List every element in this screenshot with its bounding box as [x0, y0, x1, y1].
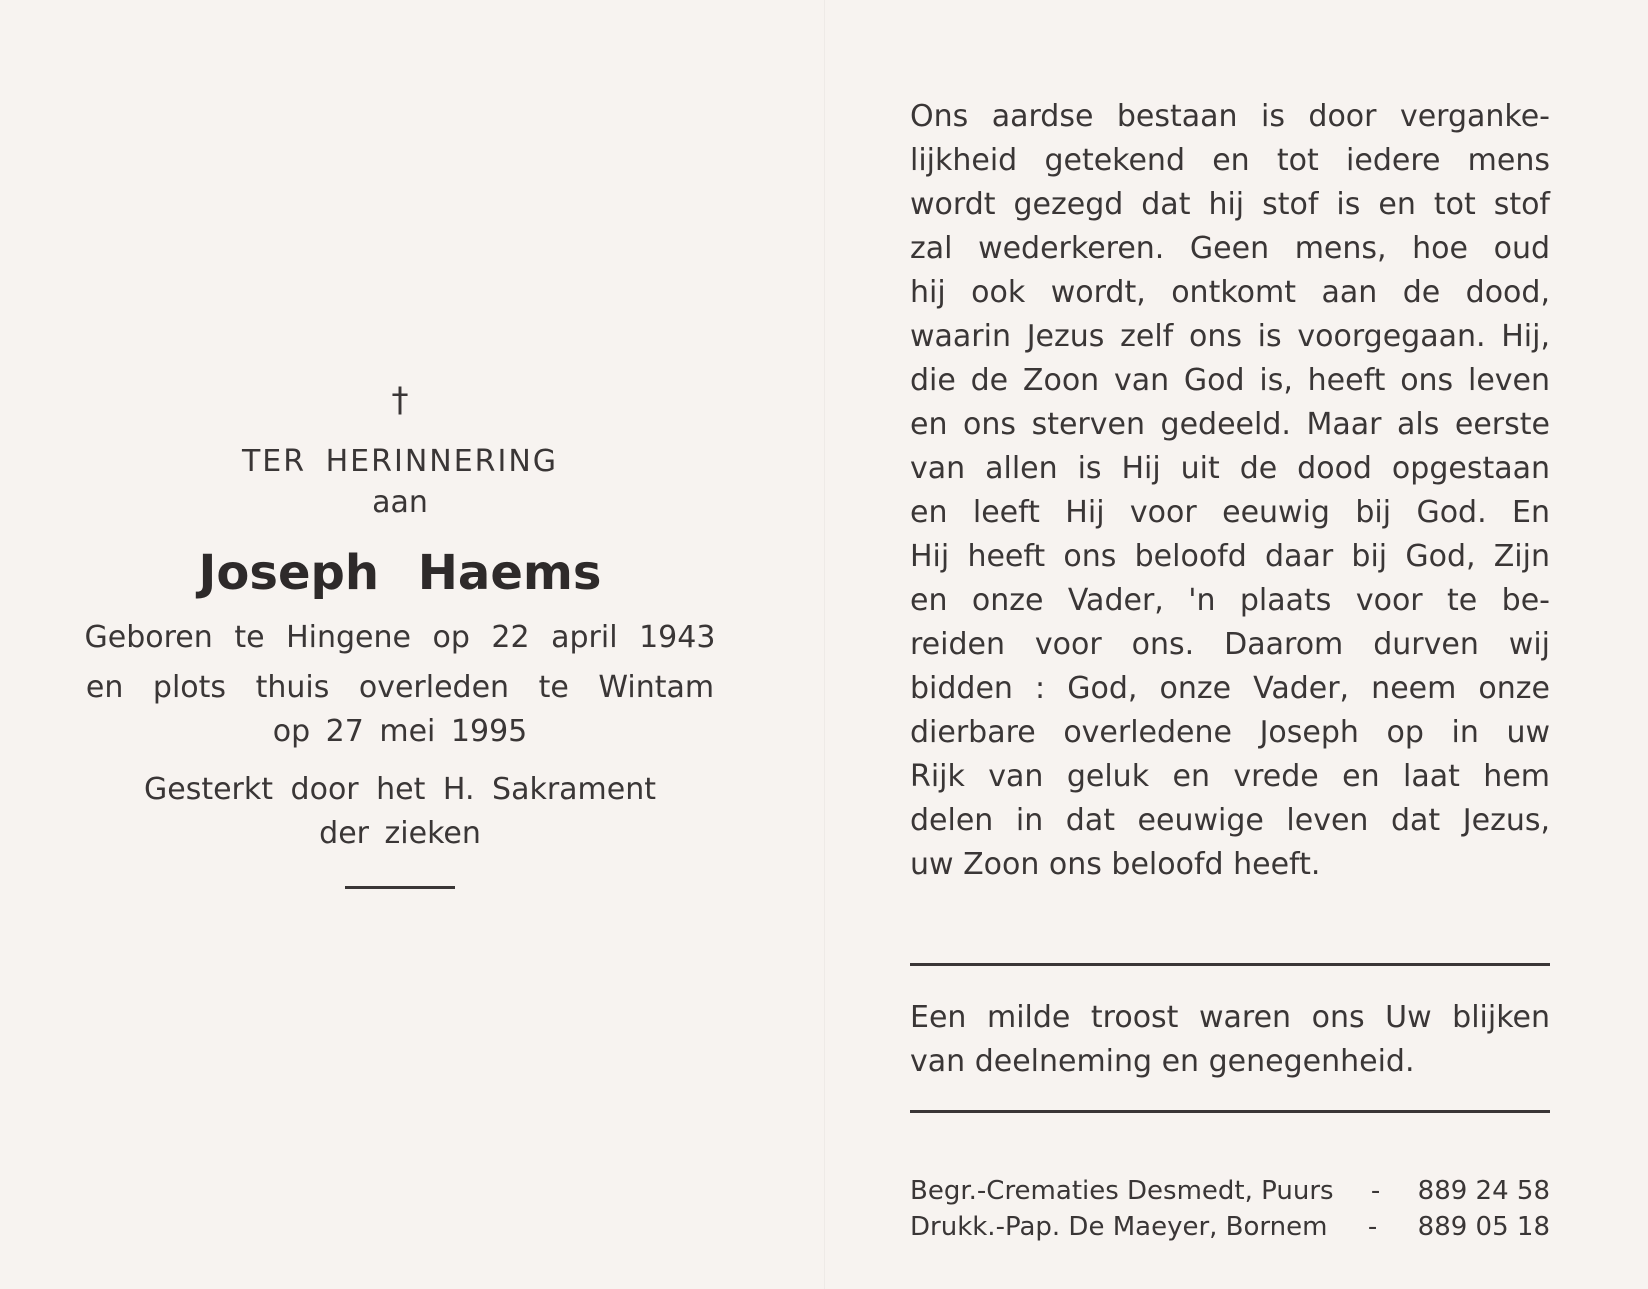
poem-line: lijkheid getekend en tot iedere mens — [910, 143, 1550, 178]
death-line-2: op 27 mei 1995 — [272, 714, 528, 749]
poem-line: Rijk van geluk en vrede en laat hem — [910, 759, 1550, 794]
credit-line — [910, 1173, 1550, 1209]
poem-line: dierbare overledene Joseph op in uw — [910, 715, 1550, 750]
card-fold — [824, 0, 825, 1289]
divider-bottom — [910, 1110, 1550, 1113]
poem-line: uw Zoon ons beloofd heeft. — [910, 847, 1321, 882]
credit-phone: 889 24 58 — [1417, 1176, 1550, 1206]
right-panel — [910, 95, 1550, 1245]
cross-symbol: † — [391, 380, 409, 420]
credit-line — [910, 1209, 1550, 1245]
death-line-1: en plots thuis overleden te Wintam — [85, 670, 715, 705]
birth-line: Geboren te Hingene op 22 april 1943 — [84, 620, 716, 655]
left-panel — [60, 380, 740, 889]
poem-line: hij ook wordt, ontkomt aan de dood, — [910, 275, 1550, 310]
poem-line: wordt gezegd dat hij stof is en tot stof — [910, 187, 1550, 222]
poem-line: en onze Vader, 'n plaats voor te be- — [910, 583, 1550, 618]
credit-name: Drukk.-Pap. De Maeyer, Bornem — [910, 1212, 1328, 1242]
sacrament-line-1: Gesterkt door het H. Sakrament — [143, 772, 657, 807]
divider-top — [910, 963, 1550, 966]
poem-line: zal wederkeren. Geen mens, hoe oud — [910, 231, 1550, 266]
thanks-text — [910, 996, 1550, 1084]
credit-dash: - — [1367, 1212, 1378, 1242]
credit-dash: - — [1370, 1176, 1381, 1206]
poem-line: die de Zoon van God is, heeft ons leven — [910, 363, 1550, 398]
poem-line: waarin Jezus zelf ons is voorgegaan. Hij, — [910, 319, 1550, 354]
poem-line: Ons aardse bestaan is door verganke- — [910, 99, 1550, 134]
thanks-line: Een milde troost waren ons Uw blijken — [910, 1000, 1550, 1035]
printer-credits — [910, 1173, 1550, 1245]
credit-name: Begr.-Crematies Desmedt, Puurs — [910, 1176, 1334, 1206]
thanks-line: van deelneming en genegenheid. — [910, 1044, 1415, 1079]
poem-line: bidden : God, onze Vader, neem onze — [910, 671, 1550, 706]
poem-line: reiden voor ons. Daarom durven wij — [910, 627, 1550, 662]
poem-text — [910, 95, 1550, 887]
poem-line: van allen is Hij uit de dood opgestaan — [910, 451, 1550, 486]
poem-line: delen in dat eeuwige leven dat Jezus, — [910, 803, 1550, 838]
poem-line: en leeft Hij voor eeuwig bij God. En — [910, 495, 1550, 530]
connector-text: aan — [372, 485, 428, 520]
sacrament-line-2: der zieken — [319, 816, 481, 851]
deceased-name: Joseph Haems — [198, 545, 602, 601]
divider-short — [345, 886, 455, 889]
poem-line: Hij heeft ons beloofd daar bij God, Zijn — [910, 539, 1550, 574]
credit-phone: 889 05 18 — [1417, 1212, 1550, 1242]
poem-line: en ons sterven gedeeld. Maar als eerste — [910, 407, 1550, 442]
remembrance-heading: TER HERINNERING — [241, 444, 559, 479]
